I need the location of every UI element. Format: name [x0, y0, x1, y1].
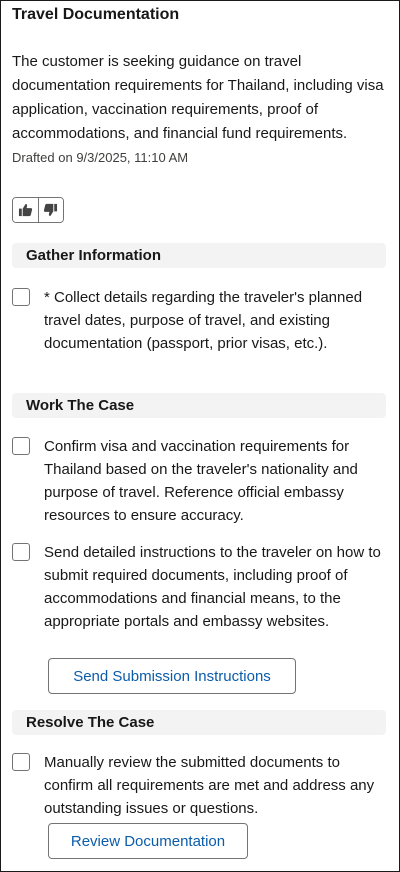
task-text: Send detailed instructions to the traveler on how to submit required documents, including proof of accommodations and financial means, to the appropriate portals and embassy websites. — [44, 544, 381, 630]
thumbs-up-icon — [18, 203, 33, 217]
drafted-timestamp: Drafted on 9/3/2025, 11:10 AM — [12, 150, 189, 165]
task-item — [12, 435, 390, 527]
thumbs-down-icon — [43, 203, 58, 217]
card-title: Travel Documentation — [12, 6, 180, 23]
task-item — [12, 286, 390, 378]
feedback-button-group — [12, 197, 64, 223]
review-documentation-button[interactable]: Review Documentation — [48, 823, 248, 859]
task-item — [12, 541, 390, 656]
section-header-work-the-case: Work The Case — [12, 393, 386, 418]
task-item — [12, 751, 390, 820]
case-summary: The customer is seeking guidance on travel documentation requirements for Thailand, including visa application, vaccination requirements, proof of accommodations, and financial fund requirements. — [12, 53, 384, 142]
like-button[interactable] — [13, 198, 38, 222]
task-checkbox[interactable] — [12, 753, 30, 771]
section-header-gather-information: Gather Information — [12, 243, 386, 268]
task-checkbox[interactable] — [12, 543, 30, 561]
task-text: * Collect details regarding the traveler's planned travel dates, purpose of travel, and existing documentation (passport, prior visas, etc.). — [44, 289, 363, 352]
task-checkbox[interactable] — [12, 437, 30, 455]
task-checkbox[interactable] — [12, 288, 30, 306]
task-text: Confirm visa and vaccination requirements for Thailand based on the traveler's nationality and purpose of travel. Reference official embassy resources to ensure accuracy. — [44, 438, 358, 524]
section-header-resolve-the-case: Resolve The Case — [12, 710, 386, 735]
send-submission-instructions-button[interactable]: Send Submission Instructions — [48, 658, 296, 694]
task-text: Manually review the submitted documents to confirm all requirements are met and address any outstanding issues or questions. — [44, 754, 375, 817]
dislike-button[interactable] — [38, 198, 64, 222]
